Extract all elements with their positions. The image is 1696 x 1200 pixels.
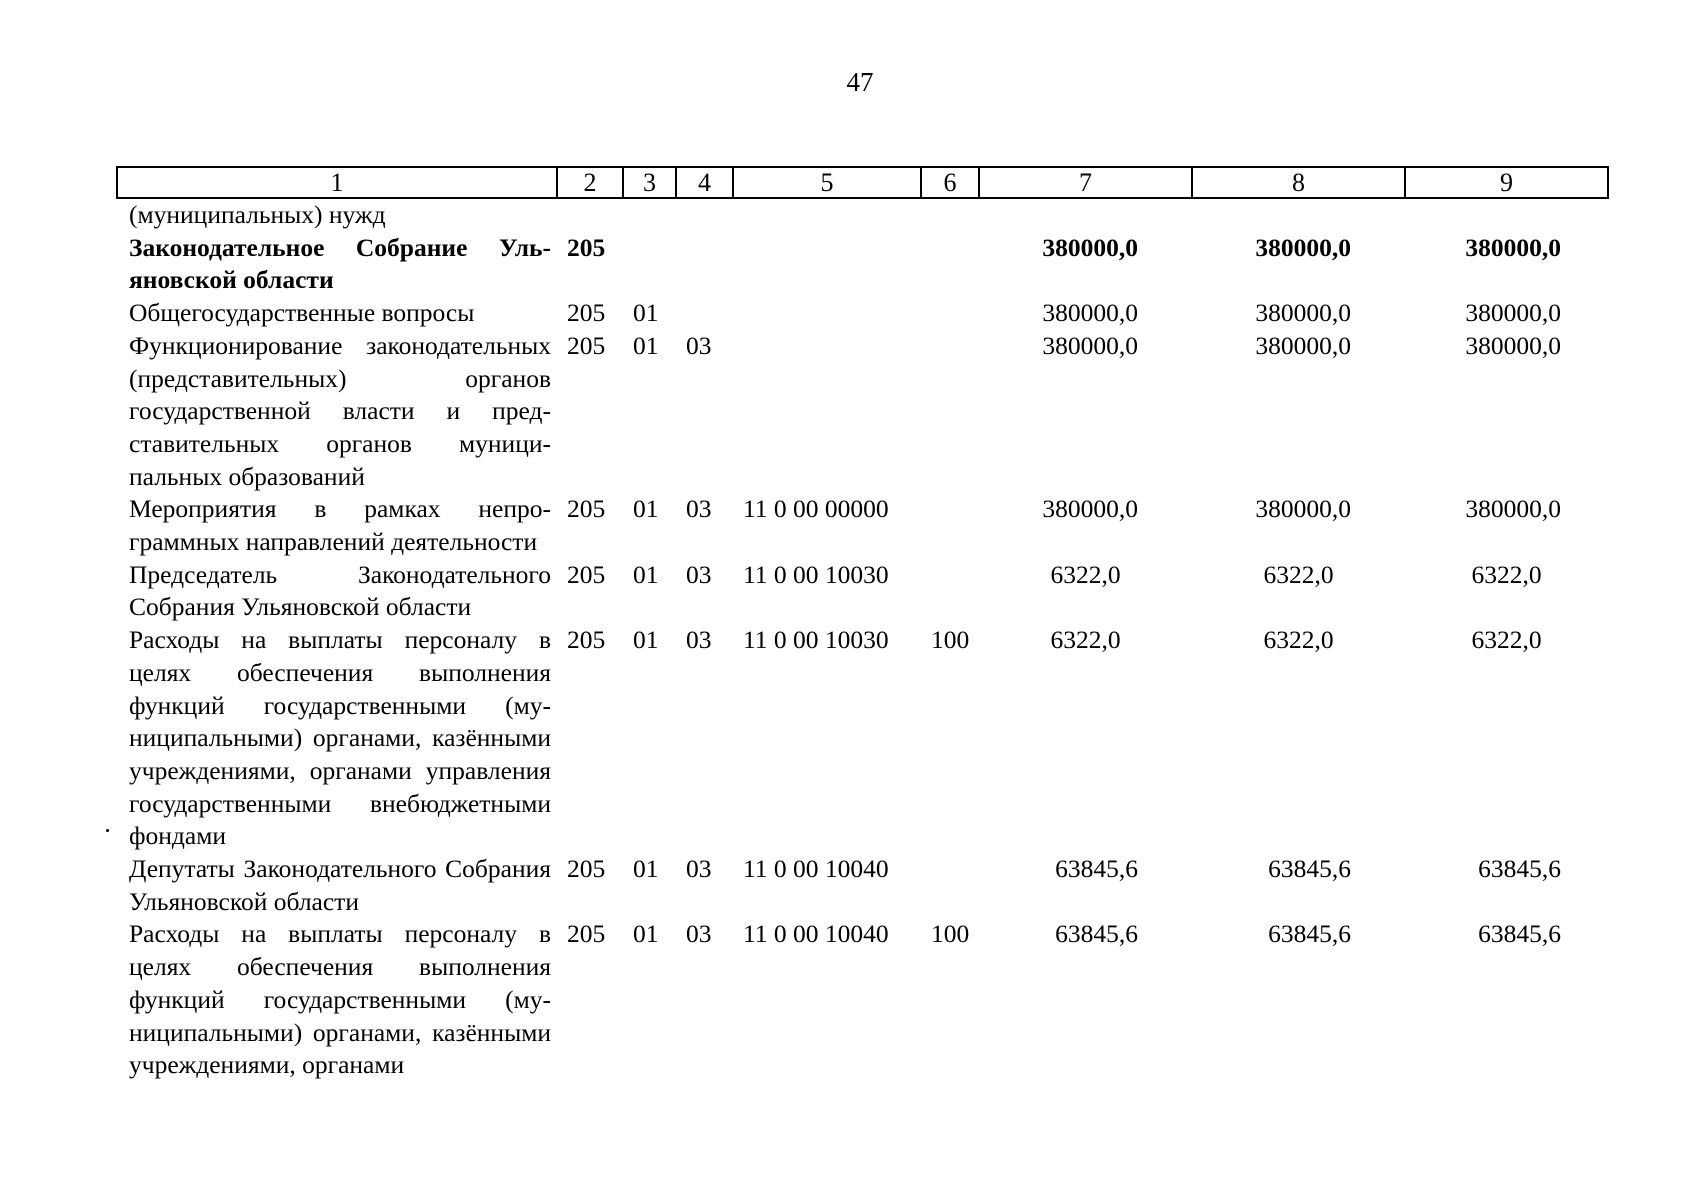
cell-col-3: 01 bbox=[633, 494, 659, 524]
table-header bbox=[117, 167, 1608, 198]
cell-col-4 bbox=[676, 198, 733, 232]
cell-col-7: 380000,0 bbox=[1042, 330, 1138, 360]
table-row bbox=[117, 330, 1608, 494]
cell-col-3: 01 bbox=[633, 919, 659, 949]
cell-col-7: 380000,0 bbox=[1042, 494, 1138, 524]
cell-col-3: 01 bbox=[633, 330, 659, 360]
cell-col-5: 11 0 00 10030 bbox=[743, 559, 889, 589]
cell-col-9: 6322,0 bbox=[1471, 625, 1542, 655]
cell-col-6 bbox=[921, 198, 979, 232]
cell-col-1: Председатель Законодательного Собрания Ульяновской области bbox=[129, 559, 551, 622]
cell-col-9: 380000,0 bbox=[1465, 298, 1561, 328]
cell-col-5 bbox=[733, 198, 921, 232]
header-row bbox=[117, 167, 1608, 198]
header-col-7: 7 bbox=[979, 167, 1192, 198]
cell-col-5: 11 0 00 10040 bbox=[743, 919, 889, 949]
cell-col-3: 01 bbox=[633, 298, 659, 328]
cell-col-4 bbox=[676, 297, 733, 330]
cell-col-6 bbox=[921, 330, 979, 494]
header-col-3: 3 bbox=[623, 167, 676, 198]
cell-col-3: 01 bbox=[633, 854, 659, 884]
header-col-2: 2 bbox=[557, 167, 623, 198]
cell-col-1: Расходы на выплаты персоналу в целях обеспечения выполнения функций государственными (муниципальными) органами, казёнными учреждениями, органами bbox=[129, 919, 551, 1080]
table-row bbox=[117, 232, 1608, 297]
cell-col-9: 380000,0 bbox=[1465, 494, 1561, 524]
cell-col-3: 01 bbox=[633, 559, 659, 589]
cell-col-8: 380000,0 bbox=[1255, 232, 1351, 262]
cell-col-4: 03 bbox=[686, 919, 712, 949]
cell-col-1: (муниципальных) нужд bbox=[129, 200, 386, 229]
cell-col-4: 03 bbox=[686, 494, 712, 524]
cell-col-8: 380000,0 bbox=[1255, 494, 1351, 524]
cell-col-5: 11 0 00 10040 bbox=[743, 854, 889, 884]
table-row bbox=[117, 624, 1608, 853]
cell-col-2: 205 bbox=[567, 559, 606, 589]
cell-col-7: 63845,6 bbox=[1055, 919, 1138, 949]
cell-col-8: 380000,0 bbox=[1255, 298, 1351, 328]
cell-col-1: Функционирование законодательных (представительных) органов государственной власти и представительных органов муниципальных образований bbox=[129, 330, 551, 491]
cell-col-7 bbox=[979, 198, 1192, 232]
cell-col-4: 03 bbox=[686, 330, 712, 360]
cell-col-1: Расходы на выплаты персоналу в целях обеспечения выполнения функций государственными (муниципальными) органами, казёнными учреждениями, органами управления государственными внебюджетными фондами bbox=[129, 625, 551, 851]
cell-col-9: 380000,0 bbox=[1465, 330, 1561, 360]
table-row bbox=[117, 493, 1608, 558]
cell-col-9: 380000,0 bbox=[1465, 232, 1561, 262]
table-row bbox=[117, 559, 1608, 624]
cell-col-8 bbox=[1192, 198, 1405, 232]
cell-col-5 bbox=[733, 297, 921, 330]
budget-table bbox=[116, 166, 1609, 1082]
cell-col-9: 6322,0 bbox=[1471, 559, 1542, 589]
cell-col-2: 205 bbox=[567, 854, 606, 884]
cell-col-2: 205 bbox=[567, 232, 606, 262]
table-row bbox=[117, 198, 1608, 232]
cell-col-6 bbox=[921, 559, 979, 624]
cell-col-9: 63845,6 bbox=[1478, 919, 1561, 949]
cell-col-4 bbox=[676, 232, 733, 297]
cell-col-8: 6322,0 bbox=[1263, 559, 1334, 589]
cell-col-8: 380000,0 bbox=[1255, 330, 1351, 360]
cell-col-7: 63845,6 bbox=[1055, 854, 1138, 884]
table-row bbox=[117, 918, 1608, 1082]
cell-col-5 bbox=[733, 330, 921, 494]
header-col-1: 1 bbox=[117, 167, 557, 198]
header-col-6: 6 bbox=[921, 167, 979, 198]
cell-col-9 bbox=[1405, 198, 1608, 232]
cell-col-6 bbox=[921, 232, 979, 297]
cell-col-1: Мероприятия в рамках непрограммных направлений деятельности bbox=[129, 494, 551, 557]
cell-col-3: 01 bbox=[633, 625, 659, 655]
header-col-8: 8 bbox=[1192, 167, 1405, 198]
cell-col-5: 11 0 00 00000 bbox=[743, 494, 889, 524]
cell-col-1: Депутаты Законодательного Собрания Ульяновской области bbox=[129, 854, 551, 916]
cell-col-5 bbox=[733, 232, 921, 297]
header-col-9: 9 bbox=[1405, 167, 1608, 198]
cell-col-4: 03 bbox=[686, 854, 712, 884]
table-row bbox=[117, 297, 1608, 330]
cell-col-9: 63845,6 bbox=[1478, 854, 1561, 884]
cell-col-1: Законодательное Собрание Ульяновской области bbox=[129, 232, 551, 295]
cell-col-6: 100 bbox=[931, 919, 970, 949]
cell-col-5: 11 0 00 10030 bbox=[743, 625, 889, 655]
cell-col-2: 205 bbox=[567, 919, 606, 949]
cell-col-8: 63845,6 bbox=[1268, 919, 1351, 949]
scan-speck bbox=[106, 829, 109, 832]
cell-col-4: 03 bbox=[686, 559, 712, 589]
page-number: 47 bbox=[846, 67, 874, 97]
cell-col-7: 6322,0 bbox=[1050, 625, 1121, 655]
table-row bbox=[117, 853, 1608, 918]
cell-col-6 bbox=[921, 493, 979, 558]
cell-col-2 bbox=[557, 198, 623, 232]
cell-col-7: 6322,0 bbox=[1050, 559, 1121, 589]
table-body bbox=[117, 198, 1608, 1082]
cell-col-6 bbox=[921, 853, 979, 918]
cell-col-2: 205 bbox=[567, 330, 606, 360]
cell-col-7: 380000,0 bbox=[1042, 232, 1138, 262]
header-col-4: 4 bbox=[676, 167, 733, 198]
cell-col-3 bbox=[623, 232, 676, 297]
cell-col-7: 380000,0 bbox=[1042, 298, 1138, 328]
cell-col-2: 205 bbox=[567, 298, 606, 328]
cell-col-2: 205 bbox=[567, 494, 606, 524]
cell-col-8: 6322,0 bbox=[1263, 625, 1334, 655]
cell-col-2: 205 bbox=[567, 625, 606, 655]
cell-col-4: 03 bbox=[686, 625, 712, 655]
cell-col-6 bbox=[921, 297, 979, 330]
cell-col-6: 100 bbox=[931, 625, 970, 655]
cell-col-3 bbox=[623, 198, 676, 232]
header-col-5: 5 bbox=[733, 167, 921, 198]
cell-col-1: Общегосударственные вопросы bbox=[129, 298, 475, 328]
cell-col-8: 63845,6 bbox=[1268, 854, 1351, 884]
